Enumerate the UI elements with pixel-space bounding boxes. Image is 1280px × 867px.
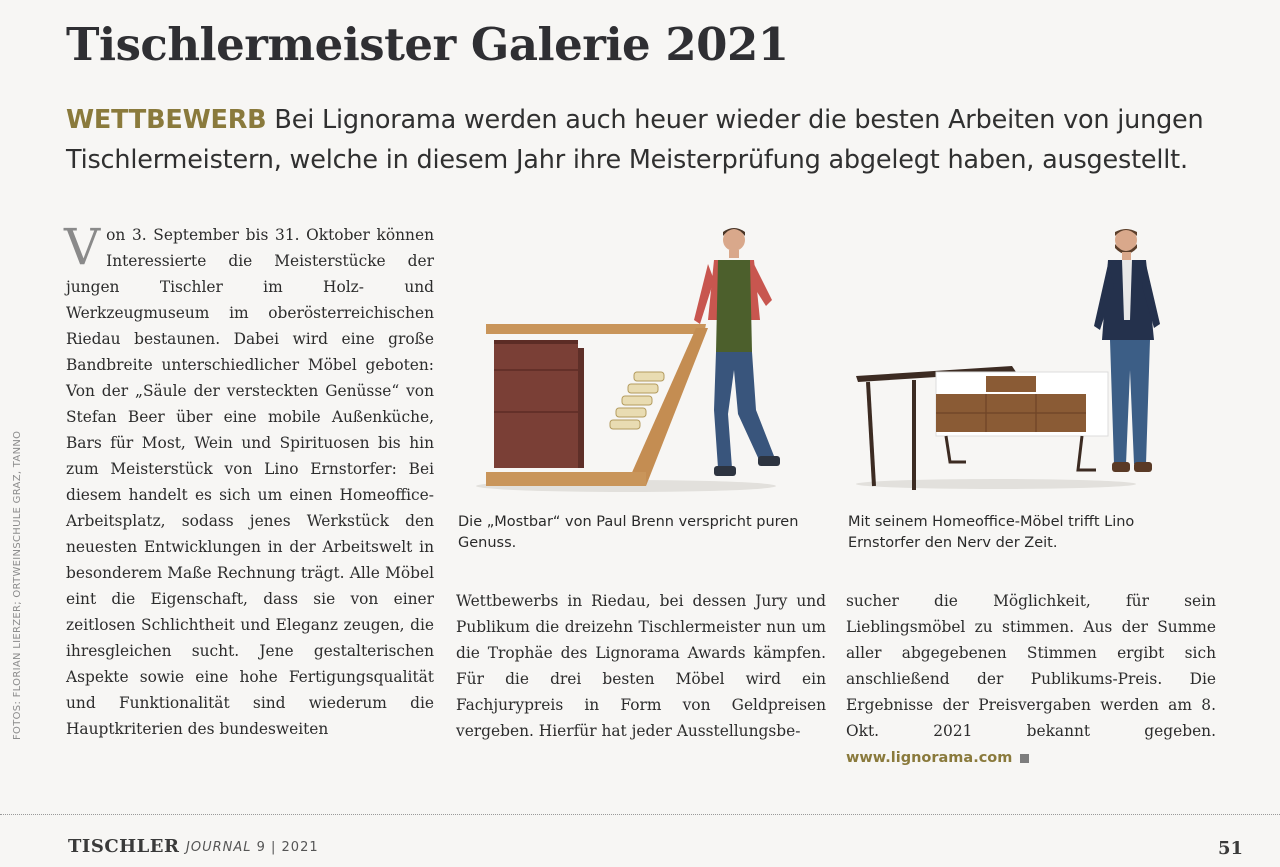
photo-mostbar	[456, 200, 826, 500]
caption-homeoffice: Mit seinem Homeoffice-Möbel trifft Lino Ernstorfer den Nerv der Zeit.	[848, 514, 1135, 551]
footer-issue-number: 9 | 2021	[256, 840, 319, 855]
end-mark	[1020, 754, 1029, 763]
mostbar-illustration	[456, 200, 826, 500]
kicker-label: WETTBEWERB	[66, 105, 267, 135]
footer-journal: JOURNAL	[186, 840, 252, 855]
drop-cap: V	[64, 218, 101, 276]
text-column-3	[846, 588, 1216, 771]
body-text-3-content: sucher die Möglichkeit, für sein Lieblingsmöbel zu stimmen. Aus der Summe aller abgegebenen Stimmen ergibt sich anschließend der Publikums-Preis. Die Ergebnisse der Preisvergaben werden am 8. Okt. 2021 bekannt gegeben.	[846, 592, 1216, 740]
footer-issue	[186, 840, 319, 855]
article-lead	[66, 100, 1226, 180]
photo-homeoffice	[846, 200, 1216, 500]
text-column-1	[64, 218, 434, 742]
photo-credit: FOTOS: FLORIAN LIERZER; ORTWEINSCHULE GRAZ, TANNO	[12, 430, 23, 740]
body-text-1: on 3. September bis 31. Oktober können Interessierte die Meisterstücke der jungen Tischler im Holz- und Werkzeugmuseum im oberösterreichischen Riedau bestaunen. Dabei wird eine große Bandbreite unterschiedlicher Möbel geboten: Von der „Säule der versteckten Genüsse“ von Stefan Beer über eine mobile Außenküche, Bars für Most, Wein und Spirituosen bis hin zum Meisterstück von Lino Ernstorfer: Bei diesem handelt es sich um einen Homeoffice-Arbeitsplatz, sodass jenes Werkstück den neuesten Entwicklungen in der Arbeitswelt in besonderem Maße Rechnung trägt. Alle Möbel eint die Eigenschaft, dass sie von einer zeitlosen Schlichtheit und Eleganz zeugen, die ihresgleichen sucht. Jene gestalterischen Aspekte sowie eine hohe Fertigungsqualität und Funktionalität sind wiederum die Hauptkriterien des bundesweiten	[66, 226, 434, 738]
page-number: 51	[1218, 838, 1244, 859]
homeoffice-illustration	[846, 200, 1216, 500]
body-text-2: Wettbewerbs in Riedau, bei dessen Jury und Publikum die dreizehn Tischlermeister nun um die Trophäe des Lignorama Awards kämpfen. Für die drei besten Möbel wird ein Fachjurypreis in Form von Geldpreisen vergeben. Hierfür hat jeder Ausstellungsbe-	[456, 592, 826, 740]
footer-brand: TISCHLER	[68, 836, 180, 857]
article-title: Tischlermeister Galerie 2021	[66, 18, 789, 71]
footer-divider	[0, 814, 1280, 815]
body-text-3	[846, 588, 1216, 771]
lignorama-link[interactable]: www.lignorama.com	[846, 750, 1013, 766]
caption-mostbar: Die „Mostbar“ von Paul Brenn verspricht puren Genuss.	[458, 514, 799, 551]
text-column-2	[456, 588, 826, 744]
lead-text: Bei Lignorama werden auch heuer wieder die besten Arbeiten von jungen Tischlermeistern, welche in diesem Jahr ihre Meisterprüfung abgelegt haben, ausgestellt.	[66, 105, 1204, 175]
